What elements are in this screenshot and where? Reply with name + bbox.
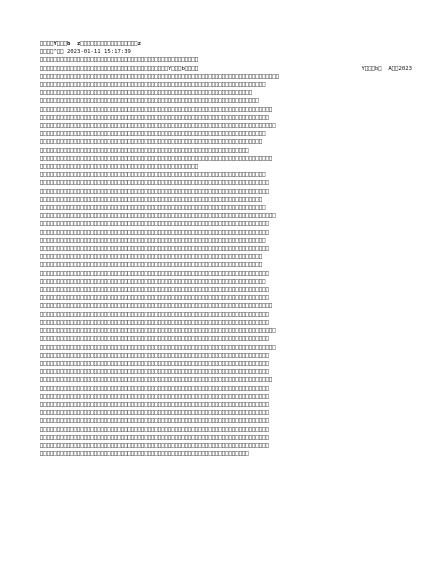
document-meta-row (40, 65, 412, 73)
body-text-line:                                                                       (40, 155, 273, 162)
body-text-line:                                                                      (40, 229, 270, 236)
body-text-line:                                                                      (40, 188, 270, 195)
document-meta-left:                                       Y   b     (40, 65, 199, 72)
body-text-line:                                                                     (40, 278, 266, 285)
body-text-line:                                                                      (40, 246, 270, 253)
body-text-line:                                                                      (40, 401, 270, 408)
body-text-line:                                                                         (40, 73, 280, 80)
body-text-line:                                                                     (40, 172, 266, 179)
body-text-line:                                                                     (40, 205, 266, 212)
body-text-line:                                                                      (40, 385, 270, 392)
body-text-line:                                                                      (40, 270, 270, 277)
body-text-line:                                                                      (40, 442, 270, 449)
body-text-line:                                                                 (40, 90, 253, 97)
body-text-line:                                                                        (40, 123, 276, 130)
body-text-line:                                                                     (40, 131, 266, 138)
body-text-line:                                                                      (40, 311, 270, 318)
document-body (40, 73, 412, 459)
body-text-line:                                                                      (40, 369, 270, 376)
document-title:     Y   b z                 z (40, 41, 142, 47)
body-text-line:                                                                      (40, 426, 270, 433)
body-text-line:                                                                      (40, 114, 270, 121)
body-text-line:                                                                        (40, 213, 276, 220)
body-text-line:                                                                      (40, 336, 270, 343)
body-text-line:                                                 (40, 164, 199, 171)
body-text-line:                                                                (40, 451, 249, 458)
body-text-line:                                                                      (40, 393, 270, 400)
document-page (40, 40, 412, 540)
document-subtitle:                                                 (40, 57, 199, 64)
body-text-line:                                                                    (40, 196, 263, 203)
body-text-line:                                                                      (40, 352, 270, 359)
body-text-line:                                                                   (40, 98, 259, 105)
body-text-line:                                                                      (40, 221, 270, 228)
body-text-line:                                                                        (40, 344, 276, 351)
body-text-line:                                                                       (40, 303, 273, 310)
body-text-line:                                                                    (40, 139, 263, 146)
body-text-line:                                                                    (40, 254, 263, 261)
body-text-line:                                                                      (40, 319, 270, 326)
body-text-line:                                                                      (40, 295, 270, 302)
body-text-line:                                                                       (40, 106, 273, 113)
body-text-line:                                                                      (40, 360, 270, 367)
body-text-line:                                                                        (40, 328, 276, 335)
body-text-line:                                                                      (40, 418, 270, 425)
body-text-line:                                                                      (40, 180, 270, 187)
document-timestamp:     ^   2023-01-11 15:17:39 (40, 49, 131, 56)
body-text-line:                                                                       (40, 377, 273, 384)
body-text-line:                                                                (40, 147, 249, 154)
body-text-line:                                                                     (40, 82, 266, 88)
body-text-line:                                                                    (40, 262, 263, 269)
body-text-line:                                                                      (40, 410, 270, 417)
body-text-line:                                                                     (40, 237, 266, 244)
document-meta-right: Y   b  A  2023 (361, 65, 412, 72)
body-text-line:                                                                      (40, 287, 270, 294)
body-text-line:                                                                      (40, 434, 270, 441)
